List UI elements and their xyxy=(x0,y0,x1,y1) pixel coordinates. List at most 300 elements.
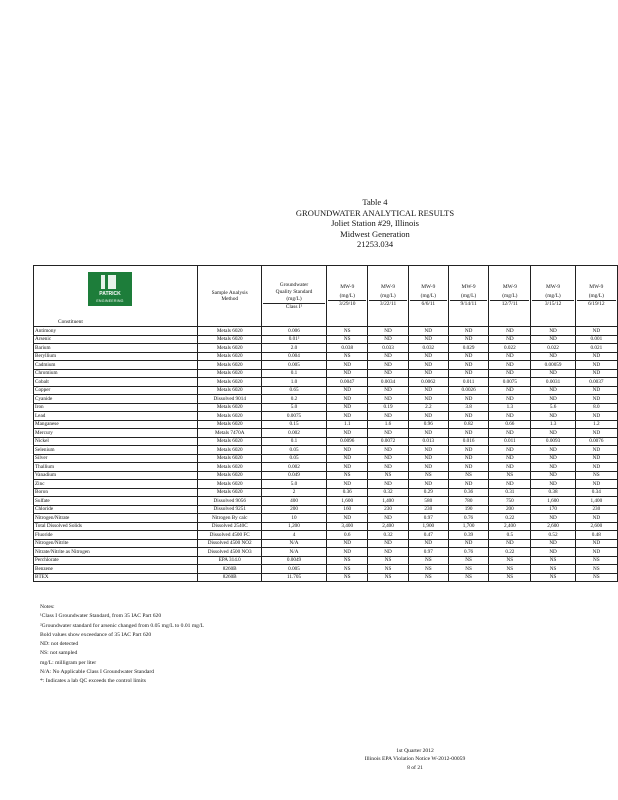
result-cell: NS xyxy=(327,352,368,361)
result-cell: 2,600 xyxy=(531,522,575,531)
result-cell: 0.32 xyxy=(368,531,408,540)
result-cell: ND xyxy=(408,369,448,378)
standard-cell: 5.0 xyxy=(261,403,326,412)
method-cell: Metals 6020 xyxy=(198,369,261,378)
constituent-cell: Silver xyxy=(34,454,198,463)
result-cell: 1,900 xyxy=(408,522,448,531)
result-cell: ND xyxy=(368,369,408,378)
method-cell: Metals 6020 xyxy=(198,437,261,446)
table-row xyxy=(34,505,618,514)
result-cell: ND xyxy=(448,463,488,472)
result-cell: ND xyxy=(531,395,575,404)
result-cell: ND xyxy=(531,471,575,480)
title-line: Table 4 xyxy=(362,197,388,207)
method-cell: Dissolved 9056 xyxy=(198,497,261,506)
result-cell: ND xyxy=(408,327,448,336)
result-cell: ND xyxy=(408,335,448,344)
method-cell: Metals 7470A xyxy=(198,429,261,438)
result-cell: 0.0026 xyxy=(448,386,488,395)
constituent-cell: Boron xyxy=(34,488,198,497)
result-cell: ND xyxy=(531,539,575,548)
result-cell: 0.0072 xyxy=(368,437,408,446)
standard-cell: 0.004 xyxy=(261,352,326,361)
result-cell: 0.032 xyxy=(408,344,448,353)
result-cell: NS xyxy=(368,556,408,565)
result-cell: ND xyxy=(489,335,531,344)
constituent-cell: Total Dissolved Solids xyxy=(34,522,198,531)
result-cell: 3,400 xyxy=(327,522,368,531)
standard-cell: 0.005 xyxy=(261,361,326,370)
logo-subtitle: ENGINEERING xyxy=(96,299,124,303)
constituent-cell: Thallium xyxy=(34,463,198,472)
result-cell: ND xyxy=(531,412,575,421)
method-cell: Metals 6020 xyxy=(198,488,261,497)
note-line: ¹Class I Groundwater Standard, from 35 IAC Part 620 xyxy=(40,613,162,620)
result-cell: ND xyxy=(575,412,617,421)
result-cell: 0.48 xyxy=(575,531,617,540)
table-row xyxy=(34,446,618,455)
constituent-cell: BTEX xyxy=(34,573,198,582)
standard-cell: 2.0 xyxy=(261,344,326,353)
standard-cell: 0.005 xyxy=(261,565,326,574)
result-cell: 1.1 xyxy=(327,420,368,429)
constituent-cell: Cadmium xyxy=(34,361,198,370)
result-cell: 1,600 xyxy=(531,497,575,506)
result-cell: ND xyxy=(327,514,368,523)
result-cell: NS xyxy=(448,556,488,565)
standard-cell: 1.0 xyxy=(261,378,326,387)
table-row xyxy=(34,395,618,404)
standard-cell: 0.01² xyxy=(261,335,326,344)
table-row xyxy=(34,480,618,489)
groundwater-results-table xyxy=(33,265,618,582)
result-cell: ND xyxy=(489,369,531,378)
standard-cell: 400 xyxy=(261,497,326,506)
result-cell: 0.038 xyxy=(327,344,368,353)
result-cell: 0.19 xyxy=(368,403,408,412)
result-cell: ND xyxy=(448,412,488,421)
result-cell: NS xyxy=(489,573,531,582)
result-cell: 580 xyxy=(408,497,448,506)
result-cell: 0.022 xyxy=(489,344,531,353)
header-well: MW-9 (mg/L) 9/14/11 xyxy=(448,266,488,327)
standard-cell: 0.0075 xyxy=(261,412,326,421)
result-cell: ND xyxy=(368,446,408,455)
result-cell: ND xyxy=(575,514,617,523)
result-cell: 0.36 xyxy=(448,488,488,497)
header-well: MW-9 (mg/L) 6/6/11 xyxy=(408,266,448,327)
table-row xyxy=(34,335,618,344)
result-cell: 0.22 xyxy=(489,548,531,557)
method-cell: EPA 314.0 xyxy=(198,556,261,565)
table-body xyxy=(34,327,618,582)
result-cell: 0.36 xyxy=(327,488,368,497)
result-cell: ND xyxy=(575,386,617,395)
method-cell: Metals 6020 xyxy=(198,463,261,472)
footer-line: 8 of 21 xyxy=(407,764,423,771)
result-cell: 0.39 xyxy=(448,531,488,540)
method-cell: Metals 6020 xyxy=(198,480,261,489)
header-standard-line: Groundwater xyxy=(279,281,309,288)
result-cell: ND xyxy=(448,352,488,361)
result-cell: 0.96 xyxy=(408,420,448,429)
result-cell: 0.022 xyxy=(531,344,575,353)
header-method xyxy=(198,266,261,327)
constituent-cell: Mercury xyxy=(34,429,198,438)
standard-cell: 0.006 xyxy=(261,327,326,336)
standard-cell: 0.05 xyxy=(261,454,326,463)
result-cell: NS xyxy=(368,573,408,582)
standard-cell: 0.049 xyxy=(261,471,326,480)
result-cell: ND xyxy=(327,429,368,438)
constituent-cell: Antimony xyxy=(34,327,198,336)
result-cell: 0.82 xyxy=(448,420,488,429)
result-cell: 0.47 xyxy=(408,531,448,540)
result-cell: ND xyxy=(575,429,617,438)
note-line: Bold values show exceedance of 35 IAC Part 620 xyxy=(40,631,152,638)
table-row xyxy=(34,327,618,336)
result-cell: ND xyxy=(489,480,531,489)
note-line: NS: not sampled xyxy=(40,650,78,657)
result-cell: ND xyxy=(531,369,575,378)
table-title-block xyxy=(270,197,480,250)
result-cell: ND xyxy=(448,480,488,489)
table-row xyxy=(34,497,618,506)
constituent-cell: Vanadium xyxy=(34,471,198,480)
result-cell: ND xyxy=(327,403,368,412)
result-cell: ND xyxy=(368,429,408,438)
result-cell: 0.021 xyxy=(575,344,617,353)
title-line: GROUNDWATER ANALYTICAL RESULTS xyxy=(295,207,455,218)
result-cell: 5.6 xyxy=(531,403,575,412)
result-cell: ND xyxy=(368,454,408,463)
result-cell: ND xyxy=(448,446,488,455)
result-cell: 0.0047 xyxy=(327,378,368,387)
result-cell: ND xyxy=(408,446,448,455)
result-cell: 2.2 xyxy=(408,403,448,412)
result-cell: ND xyxy=(489,352,531,361)
result-cell: ND xyxy=(489,327,531,336)
result-cell: ND xyxy=(327,480,368,489)
result-cell: ND xyxy=(327,395,368,404)
result-cell: ND xyxy=(489,463,531,472)
result-cell: NS xyxy=(575,565,617,574)
result-cell: 0.0037 xyxy=(575,378,617,387)
method-cell: Metals 6020 xyxy=(198,446,261,455)
result-cell: ND xyxy=(489,429,531,438)
table-row xyxy=(34,556,618,565)
constituent-cell: Arsenic xyxy=(34,335,198,344)
method-cell: Metals 6020 xyxy=(198,327,261,336)
standard-cell: 4 xyxy=(261,531,326,540)
result-cell: NS xyxy=(575,471,617,480)
standard-cell: 10 xyxy=(261,514,326,523)
result-cell: 3.8 xyxy=(448,403,488,412)
result-cell: ND xyxy=(327,446,368,455)
method-cell: 8260B xyxy=(198,565,261,574)
notes-block xyxy=(40,603,204,687)
method-cell: Nitrogen By calc xyxy=(198,514,261,523)
table-row xyxy=(34,488,618,497)
result-cell: NS xyxy=(448,471,488,480)
result-cell: ND xyxy=(531,429,575,438)
table-row xyxy=(34,463,618,472)
result-cell: 0.29 xyxy=(408,488,448,497)
result-cell: 0.32 xyxy=(368,488,408,497)
result-cell: ND xyxy=(408,429,448,438)
note-line: ²Groundwater standard for arsenic changed from 0.05 mg/L to 0.01 mg/L xyxy=(40,622,204,629)
result-cell: NS xyxy=(408,471,448,480)
constituent-cell: Barium xyxy=(34,344,198,353)
result-cell: ND xyxy=(368,386,408,395)
result-cell: ND xyxy=(368,480,408,489)
result-cell: 0.52 xyxy=(531,531,575,540)
table-row xyxy=(34,531,618,540)
header-well: MW-9 (mg/L) 3/22/11 xyxy=(368,266,408,327)
result-cell: ND xyxy=(408,480,448,489)
result-cell: NS xyxy=(327,327,368,336)
result-cell: ND xyxy=(408,395,448,404)
result-cell: 1,400 xyxy=(575,497,617,506)
result-cell: ND xyxy=(408,539,448,548)
method-cell: Metals 6020 xyxy=(198,454,261,463)
constituent-cell: Sulfate xyxy=(34,497,198,506)
standard-cell: 0.1 xyxy=(261,369,326,378)
method-cell: Dissolved 4500 NO3 xyxy=(198,548,261,557)
table-row xyxy=(34,369,618,378)
result-cell: ND xyxy=(368,327,408,336)
note-line: mg/L: milligram per liter xyxy=(40,659,97,666)
result-cell: 0.033 xyxy=(368,344,408,353)
result-cell: ND xyxy=(489,454,531,463)
result-cell: 0.34 xyxy=(575,488,617,497)
header-standard-line: (mg/L) xyxy=(286,295,302,302)
result-cell: NS xyxy=(531,565,575,574)
result-cell: 0.76 xyxy=(448,514,488,523)
result-cell: 0.6 xyxy=(327,531,368,540)
result-cell: 0.22 xyxy=(489,514,531,523)
title-line: 21253.034 xyxy=(356,239,394,249)
result-cell: ND xyxy=(368,514,408,523)
constituent-cell: Cyanide xyxy=(34,395,198,404)
constituent-cell: Chloride xyxy=(34,505,198,514)
result-cell: ND xyxy=(368,361,408,370)
standard-cell: 0.65 xyxy=(261,386,326,395)
result-cell: 0.013 xyxy=(408,437,448,446)
result-cell: ND xyxy=(448,361,488,370)
standard-cell: 0.002 xyxy=(261,429,326,438)
result-cell: 190 xyxy=(448,505,488,514)
result-cell: ND xyxy=(531,446,575,455)
result-cell: ND xyxy=(575,395,617,404)
result-cell: ND xyxy=(368,335,408,344)
standard-cell: 0.0049 xyxy=(261,556,326,565)
method-cell: Metals 6020 xyxy=(198,361,261,370)
result-cell: ND xyxy=(327,548,368,557)
result-cell: 0.38 xyxy=(531,488,575,497)
standard-cell: 0.05 xyxy=(261,446,326,455)
constituent-cell: Manganese xyxy=(34,420,198,429)
result-cell: 0.31 xyxy=(489,488,531,497)
result-cell: NS xyxy=(489,556,531,565)
result-cell: 0.0034 xyxy=(368,378,408,387)
constituent-cell: Beryllium xyxy=(34,352,198,361)
result-cell: ND xyxy=(327,463,368,472)
result-cell: ND xyxy=(575,463,617,472)
standard-cell: N/A xyxy=(261,548,326,557)
result-cell: 1.3 xyxy=(531,420,575,429)
header-standard-line: Class I¹ xyxy=(263,303,325,311)
result-cell: ND xyxy=(448,369,488,378)
result-cell: ND xyxy=(531,548,575,557)
result-cell: 0.0075 xyxy=(489,378,531,387)
header-well: MW-9 (mg/L) 12/7/11 xyxy=(489,266,531,327)
standard-cell: 5.0 xyxy=(261,480,326,489)
result-cell: 0.66 xyxy=(489,420,531,429)
result-cell: ND xyxy=(575,361,617,370)
standard-cell: 0.1 xyxy=(261,437,326,446)
result-cell: ND xyxy=(575,548,617,557)
result-cell: 2,400 xyxy=(489,522,531,531)
result-cell: 0.0031 xyxy=(531,378,575,387)
result-cell: ND xyxy=(327,369,368,378)
method-cell: Metals 6020 xyxy=(198,412,261,421)
table-row xyxy=(34,548,618,557)
result-cell: ND xyxy=(448,327,488,336)
result-cell: ND xyxy=(448,454,488,463)
logo-name: PATRICK xyxy=(99,291,121,297)
result-cell: 0.0093 xyxy=(531,437,575,446)
result-cell: 200 xyxy=(489,505,531,514)
method-cell: Metals 6020 xyxy=(198,378,261,387)
result-cell: 750 xyxy=(489,497,531,506)
result-cell: ND xyxy=(531,335,575,344)
table-row xyxy=(34,378,618,387)
result-cell: ND xyxy=(575,327,617,336)
method-cell: Metals 6020 xyxy=(198,403,261,412)
constituent-cell: Fluoride xyxy=(34,531,198,540)
method-cell: Dissolved 4500 NO2 xyxy=(198,539,261,548)
result-cell: ND xyxy=(531,454,575,463)
result-cell: ND xyxy=(531,327,575,336)
result-cell: NS xyxy=(448,565,488,574)
result-cell: ND xyxy=(368,395,408,404)
result-cell: ND xyxy=(575,539,617,548)
table-row xyxy=(34,437,618,446)
result-cell: 2,400 xyxy=(368,522,408,531)
note-line: N/A: No Applicable Class I Groundwater Standard xyxy=(40,669,155,676)
constituent-cell: Chromium xyxy=(34,369,198,378)
page-footer xyxy=(320,747,510,772)
result-cell: ND xyxy=(575,369,617,378)
table-row xyxy=(34,573,618,582)
table-row xyxy=(34,386,618,395)
result-cell: NS xyxy=(408,573,448,582)
result-cell: ND xyxy=(531,463,575,472)
result-cell: 0.76 xyxy=(448,548,488,557)
result-cell: ND xyxy=(448,429,488,438)
result-cell: ND xyxy=(408,463,448,472)
standard-cell: 2 xyxy=(261,488,326,497)
title-line: Joliet Station #29, Illinois xyxy=(331,218,419,228)
result-cell: ND xyxy=(575,454,617,463)
result-cell: ND xyxy=(327,412,368,421)
constituent-cell: Lead xyxy=(34,412,198,421)
result-cell: ND xyxy=(575,446,617,455)
result-cell: ND xyxy=(531,480,575,489)
result-cell: 2,600 xyxy=(575,522,617,531)
method-cell: Dissolved 4500 FC xyxy=(198,531,261,540)
result-cell: NS xyxy=(489,565,531,574)
standard-cell: 200 xyxy=(261,505,326,514)
result-cell: ND xyxy=(368,539,408,548)
result-cell: NS xyxy=(327,573,368,582)
constituent-cell: Zinc xyxy=(34,480,198,489)
footer-line: 1st Quarter 2012 xyxy=(396,748,434,754)
result-cell: 230 xyxy=(575,505,617,514)
result-cell: ND xyxy=(489,361,531,370)
result-cell: NS xyxy=(448,573,488,582)
table-row xyxy=(34,344,618,353)
result-cell: 0.0062 xyxy=(408,378,448,387)
method-cell: Metals 6020 xyxy=(198,386,261,395)
result-cell: ND xyxy=(368,352,408,361)
result-cell: ND xyxy=(408,352,448,361)
table-row xyxy=(34,539,618,548)
header-standard-line: Quality Standard xyxy=(275,288,313,295)
constituent-cell: Selenium xyxy=(34,446,198,455)
standard-cell: 1,200 xyxy=(261,522,326,531)
result-cell: 0.00059 xyxy=(531,361,575,370)
table-row xyxy=(34,471,618,480)
standard-cell: 0.15 xyxy=(261,420,326,429)
result-cell: ND xyxy=(448,395,488,404)
method-cell: Metals 6020 xyxy=(198,352,261,361)
result-cell: 0.97 xyxy=(408,548,448,557)
result-cell: 0.001 xyxy=(575,335,617,344)
result-cell: ND xyxy=(368,548,408,557)
result-cell: NS xyxy=(327,471,368,480)
table-row xyxy=(34,403,618,412)
result-cell: ND xyxy=(408,412,448,421)
result-cell: ND xyxy=(408,386,448,395)
method-cell: Metals 6020 xyxy=(198,344,261,353)
result-cell: 0.011 xyxy=(489,437,531,446)
constituent-cell: Nitrate/Nitrite as Nitrogen xyxy=(34,548,198,557)
result-cell: 1.3 xyxy=(489,403,531,412)
constituent-cell: Nickel xyxy=(34,437,198,446)
table-row xyxy=(34,429,618,438)
result-cell: 780 xyxy=(448,497,488,506)
standard-cell: 0.002 xyxy=(261,463,326,472)
result-cell: ND xyxy=(489,446,531,455)
result-cell: ND xyxy=(531,514,575,523)
constituent-cell: Perchlorate xyxy=(34,556,198,565)
result-cell: 1,600 xyxy=(327,497,368,506)
table-row xyxy=(34,522,618,531)
result-cell: ND xyxy=(489,395,531,404)
method-cell: Dissolved 9014 xyxy=(198,395,261,404)
result-cell: ND xyxy=(408,361,448,370)
result-cell: 1,700 xyxy=(448,522,488,531)
header-method-line: Method xyxy=(221,296,239,302)
note-line: *: Indicates a lab QC exceeds the control limits xyxy=(40,678,146,685)
result-cell: ND xyxy=(327,361,368,370)
constituent-cell: Nitrogen/Nitrite xyxy=(34,539,198,548)
header-well: MW-9 (mg/L) 6/19/12 xyxy=(575,266,617,327)
result-cell: 170 xyxy=(531,505,575,514)
header-standard xyxy=(261,266,326,327)
